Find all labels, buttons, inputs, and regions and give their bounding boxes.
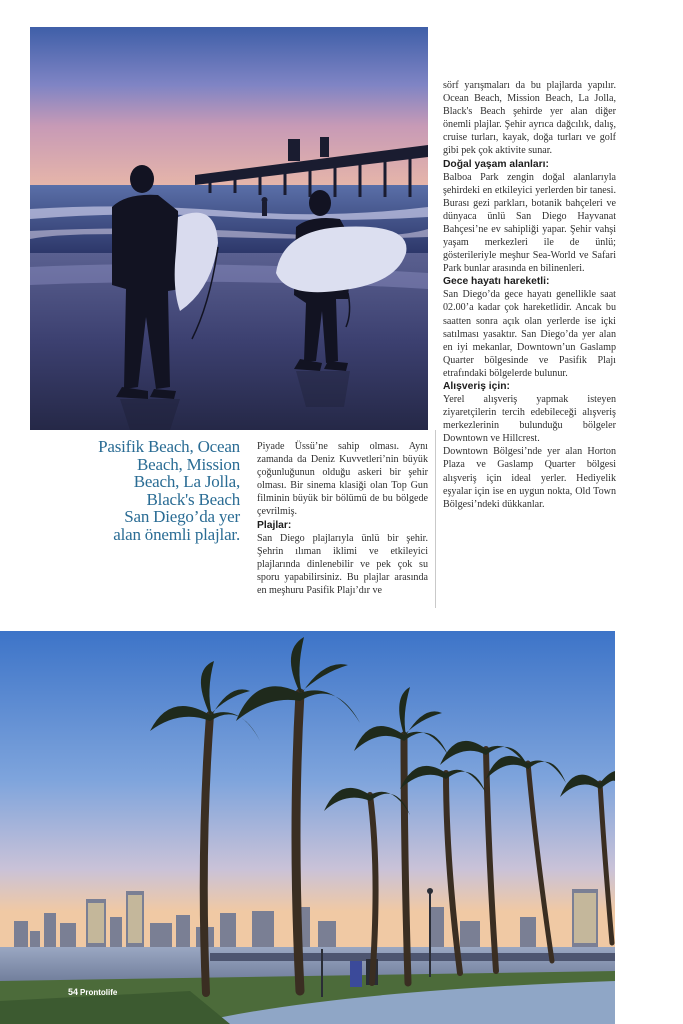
magazine-name: Prontolife [80, 988, 118, 997]
paragraph: sörf yarışmaları da bu plajlarda yapılır. Ocean Beach, Mission Beach, La Jolla, Black's Beach şehirde yer alan diğer önemli plajlar. Şehir ayrıca dağcılık, dalış, cruise turları, kayak, doğa turları ve golf gibi pek çok aktivite sunar. [443, 80, 616, 157]
caption-line: alan önemli plajlar. [113, 524, 240, 544]
photo-palm-trees-skyline [0, 631, 615, 1024]
section-heading-alisveris: Alışveriş için: [443, 380, 510, 392]
section-heading-gece: Gece hayatı hareketli: [443, 276, 550, 288]
section-heading-plajlar: Plajlar: [257, 519, 292, 531]
page-footer [68, 987, 117, 997]
paragraph: San Diego plajlarıyla ünlü bir şehir. Şehrin ılıman iklimi ve etkileyici plajlarında dinlenebilir ve pek çok su sporu yapabilirsiniz. Bu plajlar arasında en meşhuru Pasifik Plajı’dır ve [257, 532, 428, 596]
column-divider [435, 430, 436, 608]
paragraph: Balboa Park zengin doğal alanlarıyla şehirdeki en etkileyici yerlerden bir tanesi. Burası gezi parkları, botanik bahçeleri ve dünyaca ünlü San Diego Hayvanat Bahçesi’ne ev sahipliği yapar. Şehir vahşi yaşam merkezleri ile de ünlü; gösterileriyle meşhur Sea-World ve Safari Park bunlar arasında en bilinenleri. [443, 171, 616, 275]
page-number: 54 [68, 987, 79, 997]
caption-line: Pasifik Beach, Ocean [98, 437, 240, 456]
paragraph: Yerel alışveriş yapmak isteyen ziyaretçilerin tercih edebileceği alışveriş merkezlerinin bulunduğu bölgeler Downtown ve Hillcrest. [443, 393, 616, 445]
paragraph: Piyade Üssü’ne sahip olması. Aynı zamanda da Deniz Kuvvetleri’nin büyük çoğunluğunun olduğu askeri bir şehir olması. Bir sinema klasiği olan Top Gun filminin büyük bir bölümü de bu bölgede çevrilmiş. [257, 441, 428, 518]
paragraph: San Diego’da gece hayatı genellikle saat 02.00’a kadar çok hareketlidir. Ancak bu saatten sonra açık olan yerlerde ise içki satılması yasaktır. San Diego’da yer alan en iyi mekanlar, Downtown’un Gaslamp Quarter bölgesinde ve Pasifik Plajı etrafındaki bölgelerde bulunur. [443, 289, 616, 379]
paragraph: Downtown Bölgesi’nde yer alan Horton Plaza ve Gaslamp Quarter bölgesi alışveriş için ideal yerler. Hediyelik eşyalar için ise en uygun nokta, Old Town Bölgesi’ndeki dükkanlar. [443, 446, 616, 510]
photo-caption [60, 438, 240, 543]
caption-line: Black's Beach [146, 489, 240, 509]
article-column-middle [257, 440, 428, 597]
caption-line: Beach, Mission [137, 454, 240, 474]
article-column-right [443, 79, 616, 511]
photo-surfers-pier [30, 27, 428, 430]
caption-line: Beach, La Jolla, [133, 472, 240, 491]
section-heading-doga: Doğal yaşam alanları: [443, 158, 549, 170]
caption-line: San Diego’da yer [124, 507, 240, 526]
